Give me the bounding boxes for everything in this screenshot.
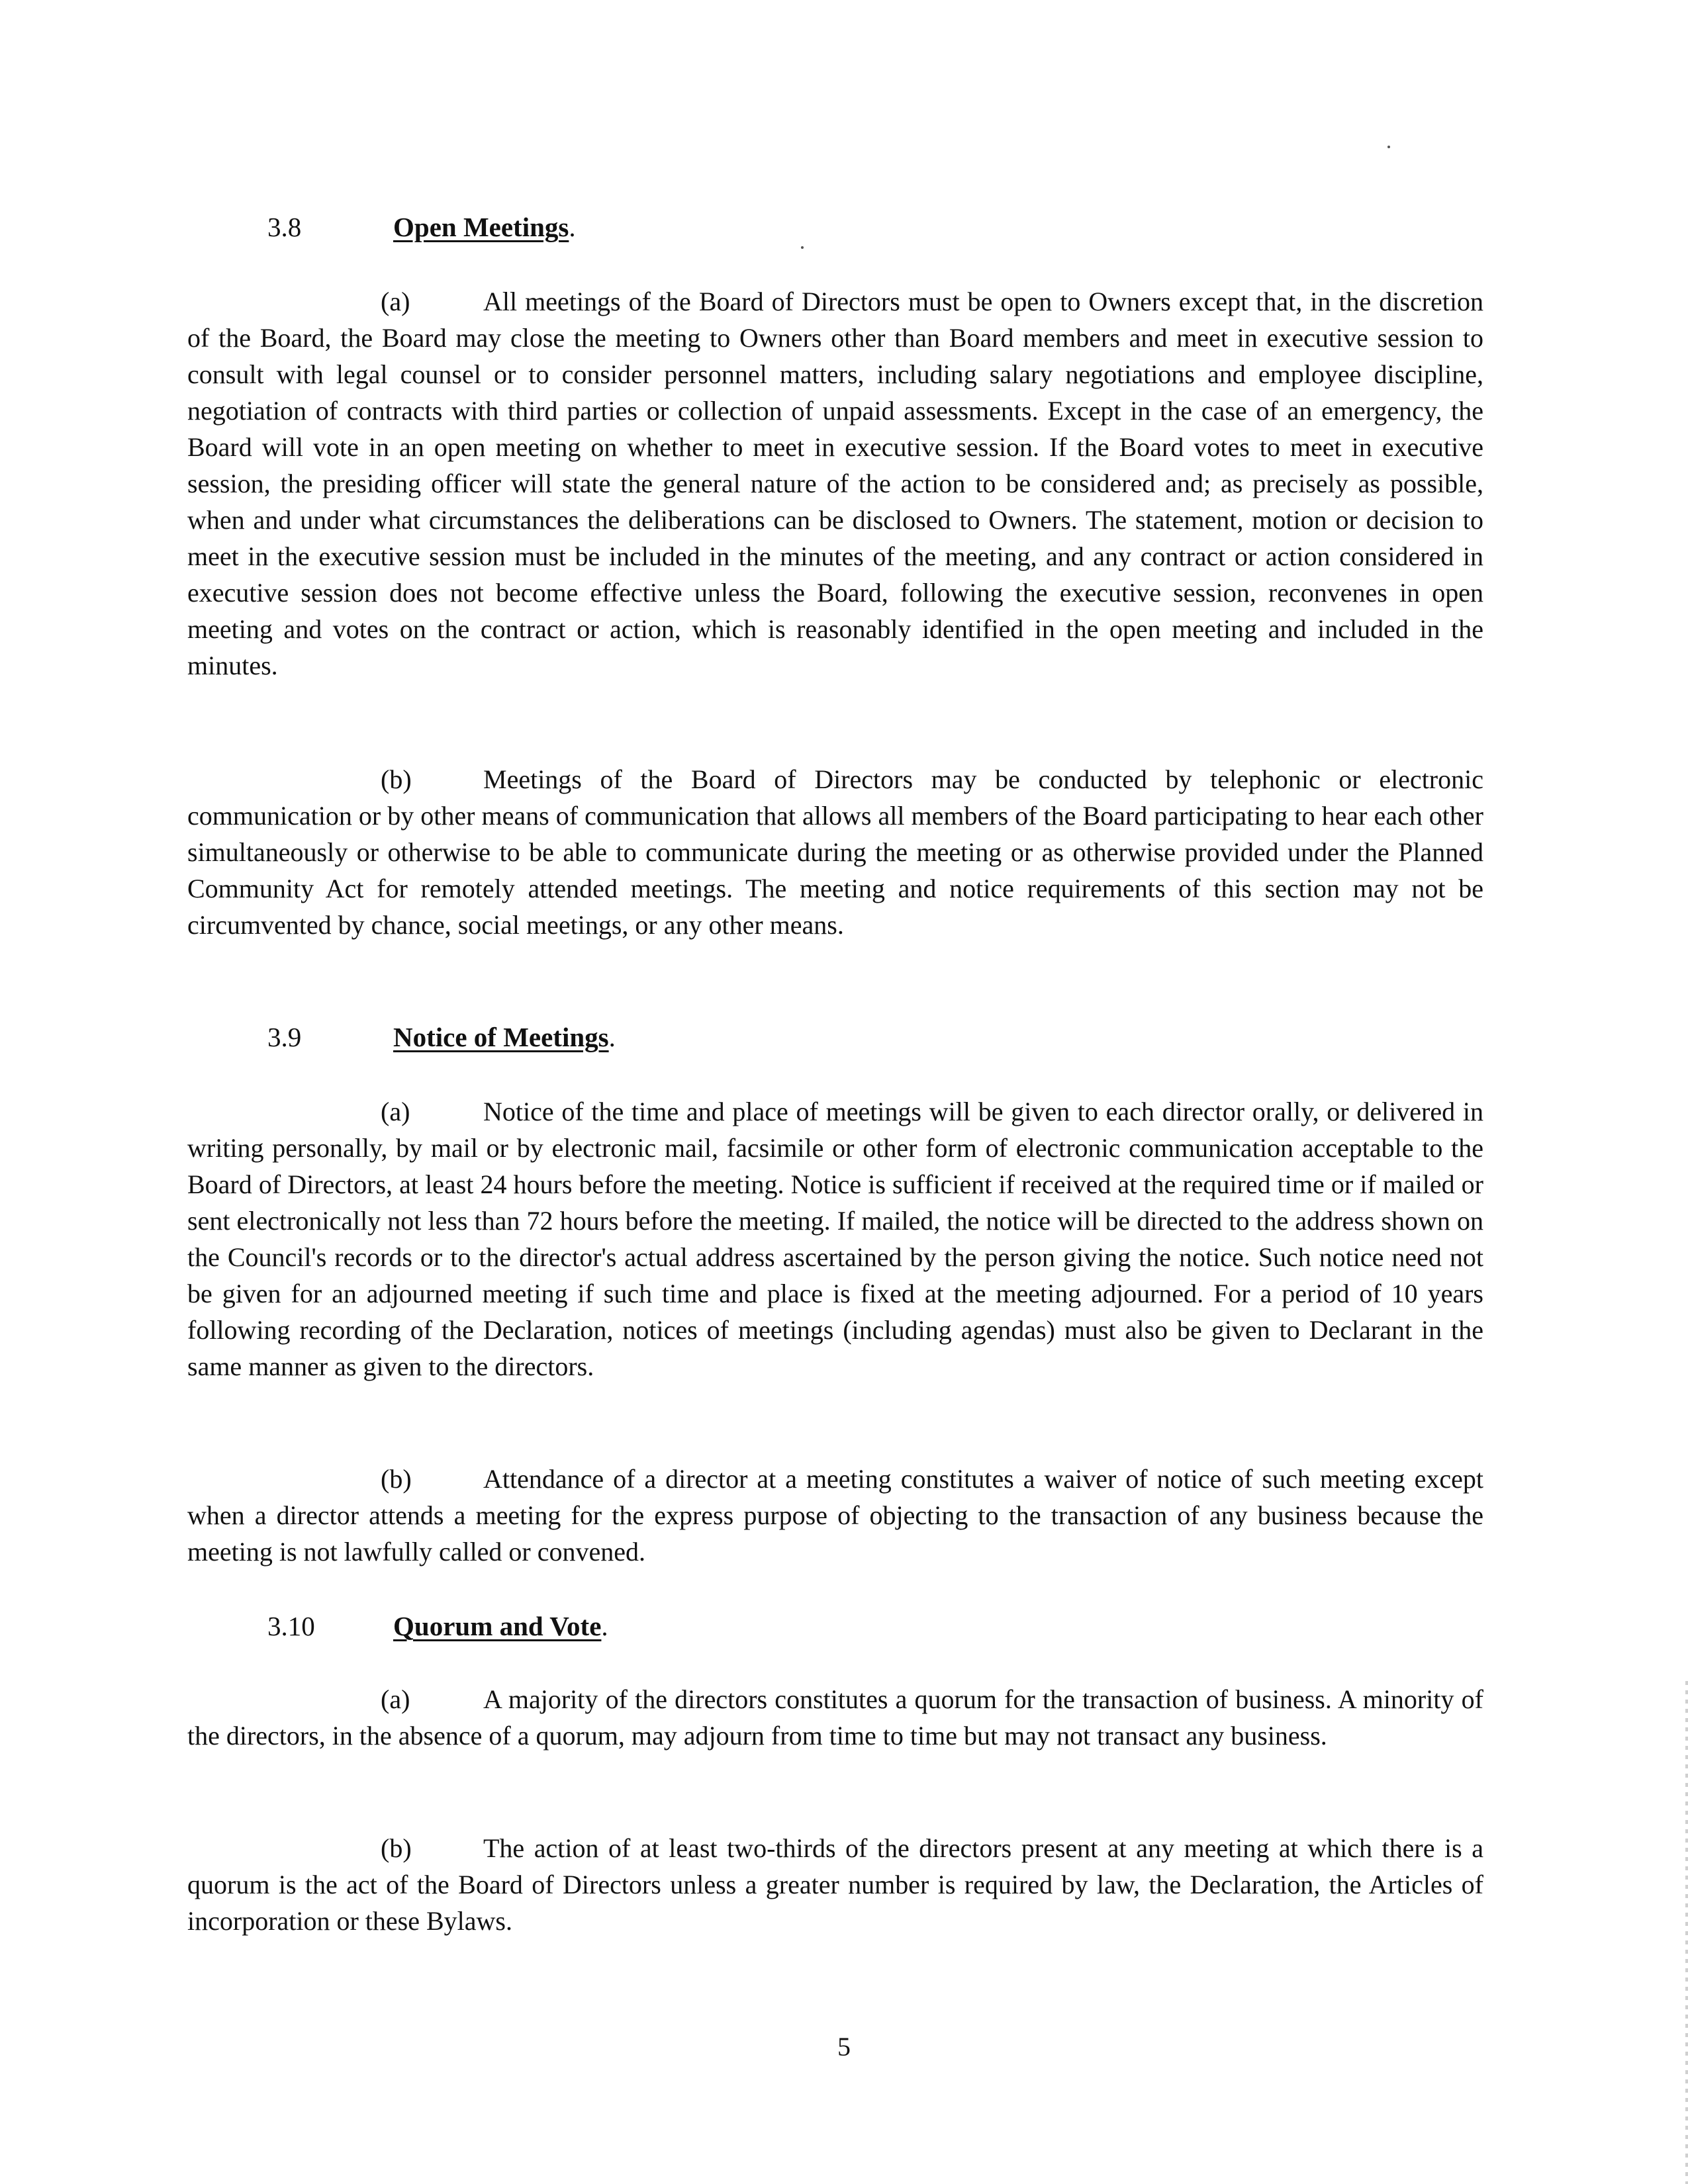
section-number: 3.9 <box>267 1022 302 1052</box>
heading-period: . <box>608 1022 616 1052</box>
paragraph-3-8-b <box>187 761 1483 943</box>
paragraph-label: (b) <box>381 1464 412 1494</box>
scan-speck <box>1387 146 1390 148</box>
paragraph-label: (a) <box>381 1097 410 1126</box>
section-title: Open Meetings <box>393 212 569 242</box>
scan-edge-artifact <box>1685 1681 1688 2184</box>
paragraph-text: Meetings of the Board of Directors may be conducted by telephonic or electronic communication or by other means of communication that allows all members of the Board participating to hear each other simultaneously or otherwise to be able to communicate during the meeting or as otherwise provided under the Planned Community Act for remotely attended meetings. The meeting and notice requirements of this section may not be circumvented by chance, social meetings, or any other means. <box>187 764 1483 940</box>
paragraph-3-10-a <box>187 1681 1483 1754</box>
page-number: 5 <box>837 2032 851 2062</box>
paragraph-text: All meetings of the Board of Directors must be open to Owners except that, in the discretion of the Board, the Board may close the meeting to Owners other than Board members and meet in executive session to consult with legal counsel or to consider personnel matters, including salary negotiations and employee discipline, negotiation of contracts with third parties or collection of unpaid assessments. Except in the case of an emergency, the Board will vote in an open meeting on whether to meet in executive session. If the Board votes to meet in executive session, the presiding officer will state the general nature of the action to be considered and; as precisely as possible, when and under what circumstances the deliberations can be disclosed to Owners. The statement, motion or decision to meet in the executive session must be included in the minutes of the meeting, and any contract or action considered in executive session does not become effective unless the Board, following the executive session, reconvenes in open meeting and votes on the contract or action, which is reasonably identified in the open meeting and included in the minutes. <box>187 287 1483 680</box>
paragraph-label: (a) <box>381 1684 410 1714</box>
paragraph-3-9-b <box>187 1461 1483 1570</box>
paragraph-text: The action of at least two-thirds of the directors present at any meeting at which there is a quorum is the act of the Board of Directors unless a greater number is required by law, the Declaration, the Articles of incorporation or these Bylaws. <box>187 1833 1483 1936</box>
section-title: Quorum and Vote <box>393 1611 602 1641</box>
paragraph-text: Attendance of a director at a meeting constitutes a waiver of notice of such meeting except when a director attends a meeting for the express purpose of objecting to the transaction of any business because the meeting is not lawfully called or convened. <box>187 1464 1483 1567</box>
paragraph-3-10-b <box>187 1830 1483 1939</box>
paragraph-3-8-a <box>187 283 1483 684</box>
paragraph-3-9-a <box>187 1093 1483 1385</box>
heading-period: . <box>601 1611 608 1641</box>
section-title: Notice of Meetings <box>393 1022 609 1052</box>
scan-speck <box>801 246 804 249</box>
section-heading-3-8 <box>267 210 576 244</box>
paragraph-label: (b) <box>381 1833 412 1863</box>
paragraph-label: (a) <box>381 287 410 316</box>
paragraph-text: A majority of the directors constitutes a quorum for the transaction of business. A minority of the directors, in the absence of a quorum, may adjourn from time to time but may not transact any business. <box>187 1684 1483 1751</box>
section-heading-3-10 <box>267 1610 608 1643</box>
section-heading-3-9 <box>267 1021 616 1054</box>
section-number: 3.8 <box>267 212 302 242</box>
heading-period: . <box>569 212 576 242</box>
paragraph-label: (b) <box>381 764 412 794</box>
paragraph-text: Notice of the time and place of meetings will be given to each director orally, or delivered in writing personally, by mail or by electronic mail, facsimile or other form of electronic communication acceptable to the Board of Directors, at least 24 hours before the meeting. Notice is sufficient if received at the required time or if mailed or sent electronically not less than 72 hours before the meeting. If mailed, the notice will be directed to the address shown on the Council's records or to the director's actual address ascertained by the person giving the notice. Such notice need not be given for an adjourned meeting if such time and place is fixed at the meeting adjourned. For a period of 10 years following recording of the Declaration, notices of meetings (including agendas) must also be given to Declarant in the same manner as given to the directors. <box>187 1097 1483 1381</box>
section-number: 3.10 <box>267 1611 315 1641</box>
